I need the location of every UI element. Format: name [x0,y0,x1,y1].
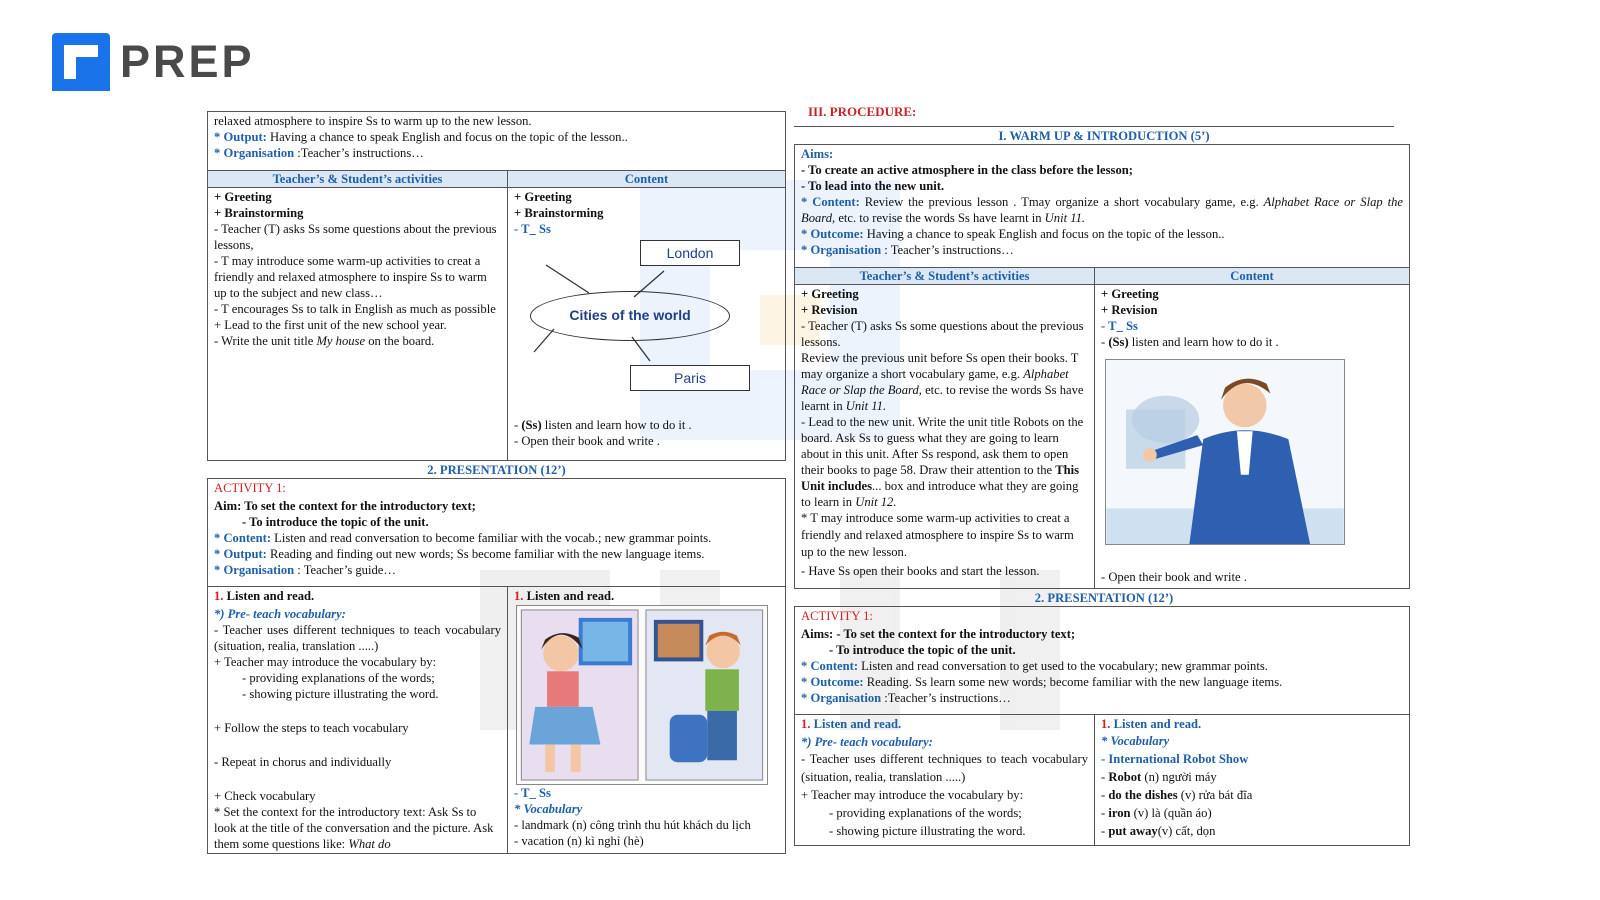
prep-logo-text: PREP [120,36,255,87]
vocab-title: * Vocabulary [514,802,583,816]
activity-line: - Teacher (T) asks Ss some questions about the previous lessons. [801,319,1084,349]
activity-outcome-line [801,674,1403,690]
vocab-meaning: (v) là (quần áo) [1130,806,1212,820]
content-label: * Content: [801,195,860,209]
unit-title-suffix: on the board. [365,334,435,348]
aims-content [801,194,1403,226]
ss-label: (Ss) [1108,335,1129,349]
ss-listen-text: listen and learn how to do it . [541,418,692,432]
activity-unit: Unit 12. [855,495,897,509]
cities-mindmap [514,237,779,417]
context-text: * Set the context for the introductory text: Ask Ss to look at the title of the conversation and the picture. Ask them some questions like: [214,805,494,851]
greeting-line: + Greeting [801,287,859,301]
preteach-title: *) Pre- teach vocabulary: [801,735,933,749]
aims-org [801,242,1403,258]
activity-unit: Unit 11. [845,399,887,413]
mindmap-london: London [640,240,740,266]
ss-dash: - [1101,335,1109,349]
teach-line: + Follow the steps to teach vocabulary [214,721,409,735]
right-listen-table [794,714,1410,846]
vocab-item: - put away(v) cất, dọn [1101,824,1216,838]
left-org-line [214,145,779,161]
content-revision: + Revision [1101,303,1158,317]
org-text: : Teacher’s instructions… [881,243,1014,257]
content-text: Listen and read conversation to get used to the vocabulary; new grammar points. [858,659,1268,673]
org-text: : Teacher’s guide… [294,563,396,577]
left-content-cell [508,188,785,460]
left-activity-box [207,478,786,586]
teach-line: - providing explanations of the words; [829,806,1022,820]
right-listen-content [1095,715,1409,845]
right-content-cell [1095,285,1409,588]
prep-logo [52,33,255,91]
right-aims-box [794,144,1410,267]
header-activities: Teacher’s & Student’s activities [795,268,1095,284]
activity-org-line [801,690,1403,706]
vocab-item: - Robot (n) người máy [1101,770,1217,784]
content-text: Listen and read conversation to become familiar with the vocab.; new grammar points. [271,531,712,545]
teach-line: + Teacher may introduce the vocabulary by: [214,655,437,669]
listen-title-right [514,588,779,604]
activity-line: - T may introduce some warm-up activities to creat a friendly and relaxed atmosphere to inspire Ss to warm up to the subject and new class… [214,254,487,300]
ss-listen-line [1101,334,1403,350]
activity-line [801,350,1088,414]
outcome-label: * Outcome: [801,675,864,689]
content-tss: - T_ Ss [514,222,551,236]
listen-title [801,716,1088,732]
teach-line: + Check vocabulary [214,789,316,803]
header-content: Content [1230,269,1274,283]
open-book-line: - Open their book and write . [1101,570,1247,584]
activity-line [801,414,1088,510]
outcome-text: Reading. Ss learn some new words; become familiar with the new language items. [863,675,1283,689]
org-label: * Organisation [214,563,295,577]
listen-title-right [1101,716,1403,732]
greeting-line: + Greeting [214,190,272,204]
left-activities-cell [208,188,508,460]
content-text: , etc. to revise the words Ss have learnt in [832,211,1045,225]
warmup-title: I. WARM UP & INTRODUCTION (5’) [998,129,1210,143]
activity-output-line [214,546,779,562]
listen-num: 1. [1101,717,1111,731]
content-greeting: + Greeting [1101,287,1159,301]
org-label: * Organisation [801,243,882,257]
listen-title [214,588,501,604]
aims-outcome [801,226,1403,242]
content-game: Alphabet Race or Slap the Board [801,195,1403,225]
vocab-meaning: (n) người máy [1141,770,1217,784]
right-listen-activities [795,715,1095,845]
teach-line: - showing picture illustrating the word. [829,824,1026,838]
content-label: * Content: [214,531,272,545]
content-greeting: + Greeting [514,190,572,204]
vocab-meaning: (v) rửa bát đĩa [1177,788,1253,802]
right-activity-box [794,606,1410,714]
content-tss: - T_ Ss [514,786,551,800]
left-intro-box [207,111,786,170]
left-presentation-title: 2. PRESENTATION (12’) [427,463,566,477]
activity-text: ... box and introduce what they are going to learn in [801,479,1079,509]
activity-label: ACTIVITY 1: [214,481,286,495]
vocab-item: - vacation (n) kì nghỉ (hè) [514,834,644,848]
mindmap-paris: Paris [630,365,750,391]
org-text: :Teacher’s instructions… [294,146,424,160]
ss-label: (Ss) [521,418,542,432]
aim-line: Aims: - To set the context for the introductory text; [801,627,1076,641]
right-table-header [795,268,1409,285]
activity-content-line [801,658,1403,674]
vocab-word: iron [1108,806,1131,820]
vocab-word: put away [1108,824,1158,838]
output-text: Reading and finding out new words; Ss become familiar with the new language items. [266,547,705,561]
content-tss: - T_ Ss [1101,319,1138,333]
activity-line: - Teacher (T) asks Ss some questions about the previous lessons, [214,222,497,252]
brainstorming-line: + Brainstorming [214,206,304,220]
listen-text: Listen and read. [223,589,315,603]
activity-label: ACTIVITY 1: [801,609,873,623]
org-label: * Organisation [801,691,882,705]
teach-line: - Repeat in chorus and individually [214,755,392,769]
activity-text: - Lead to the new unit. Write the unit title Robots on the board. Ask Ss to guess what they are going to learn about in this unit. After Ss respond, ask them to open their books to page 58. Draw their attention to the [801,415,1084,477]
activity-org-line [214,562,779,578]
output-label: * Output: [214,130,267,144]
header-content: Content [624,172,669,186]
teach-line: - Teacher uses different techniques to teach vocabulary (situation, realia, translation .....) [214,623,501,653]
prep-logo-icon [52,33,110,91]
context-line [214,804,501,852]
vocab-title: * Vocabulary [1101,734,1170,748]
robot-show: - International Robot Show [1101,752,1249,766]
org-label: * Organisation [214,146,295,160]
teach-line: - Teacher uses different techniques to teach vocabulary (situation, realia, translation .....) [801,752,1088,784]
teacher-illustration [1105,359,1345,545]
activity-text: , etc. to revise the words Ss have learnt in [801,383,1084,413]
kids-video-call-illustration [516,605,768,785]
vocab-item: - iron (v) là (quần áo) [1101,806,1212,820]
mindmap-center: Cities of the world [530,291,730,341]
listen-text: Listen and read. [810,717,902,731]
left-listen-table [207,586,786,854]
content-text: Review the previous lesson . Tmay organize a short vocabulary game, e.g. [859,195,1264,209]
output-label: * Output: [214,547,267,561]
ss-dash: - [514,418,522,432]
left-intro-line: relaxed atmosphere to inspire Ss to warm up to the new lesson. [214,114,532,128]
listen-text: Listen and read. [523,589,615,603]
unit-title: My house [316,334,366,348]
revision-line: + Revision [801,303,858,317]
content-brainstorming: + Brainstorming [514,206,604,220]
aim-line: - To introduce the topic of the unit. [242,515,429,529]
activity-line: * T may introduce some warm-up activities to creat a friendly and relaxed atmosphere to inspire Ss to warm up to the new lesson. [801,511,1074,559]
this-unit-includes: This Unit includes [801,463,1080,493]
unit-title-line [214,333,501,349]
output-text: Having a chance to speak English and focus on the topic of the lesson.. [266,130,628,144]
context-italic: What do [348,837,391,851]
teach-line: - providing explanations of the words; [242,671,435,685]
aim-line: - To lead into the new unit. [801,179,945,193]
teach-line: - showing picture illustrating the word. [242,687,439,701]
listen-num: 1. [214,589,224,603]
right-presentation-title: 2. PRESENTATION (12’) [1034,591,1174,605]
left-listen-content [508,587,785,853]
org-text: :Teacher’s instructions… [881,691,1011,705]
aim-line: - To introduce the topic of the unit. [829,643,1016,657]
vocab-item: - landmark (n) công trình thu hút khách du lịch [514,818,751,832]
right-warmup-table [794,267,1410,589]
right-activities-cell [795,285,1095,588]
content-label: * Content: [801,659,859,673]
left-page [207,111,786,854]
activity-line: + Lead to the first unit of the new school year. [214,318,447,332]
outcome-label: * Outcome: [801,227,864,241]
left-listen-activities [208,587,508,853]
aim-line: Aim: To set the context for the introductory text; [214,499,476,513]
ss-listen-line [514,417,779,433]
left-table-header [208,171,785,188]
open-book-line: - Open their book and write . [514,434,660,448]
unit-title-prefix: - Write the unit title [214,334,317,348]
right-page [801,104,1403,846]
ss-listen-text: listen and learn how to do it . [1128,335,1279,349]
content-unit: Unit 11. [1044,211,1086,225]
listen-num: 1. [514,589,524,603]
activity-line: - Have Ss open their books and start the lesson. [801,564,1040,578]
vocab-item: - do the dishes (v) rửa bát đĩa [1101,788,1253,802]
aim-line: - To create an active atmosphere in the class before the lesson; [801,163,1133,177]
teach-line: + Teacher may introduce the vocabulary by: [801,788,1024,802]
header-activities: Teacher’s & Student’s activities [208,171,508,187]
preteach-title: *) Pre- teach vocabulary: [214,607,346,621]
vocab-meaning: (v) cất, dọn [1157,824,1216,838]
left-warmup-table [207,170,786,461]
activity-text: Review the previous unit before Ss open their books. T may organize a short vocabulary game, e.g. [801,351,1079,381]
procedure-title: III. PROCEDURE: [808,104,917,119]
vocab-word: Robot [1108,770,1142,784]
vocab-word: do the dishes [1108,788,1178,802]
activity-line: - T encourages Ss to talk in English as much as possible [214,302,496,316]
outcome-text: Having a chance to speak English and focus on the topic of the lesson.. [863,227,1225,241]
activity-content-line [214,530,779,546]
aims-label: Aims: [801,147,834,161]
listen-text: Listen and read. [1110,717,1202,731]
activity-game: Alphabet Race or Slap the Board [801,367,1069,397]
listen-num: 1. [801,717,811,731]
left-output-line [214,129,779,145]
